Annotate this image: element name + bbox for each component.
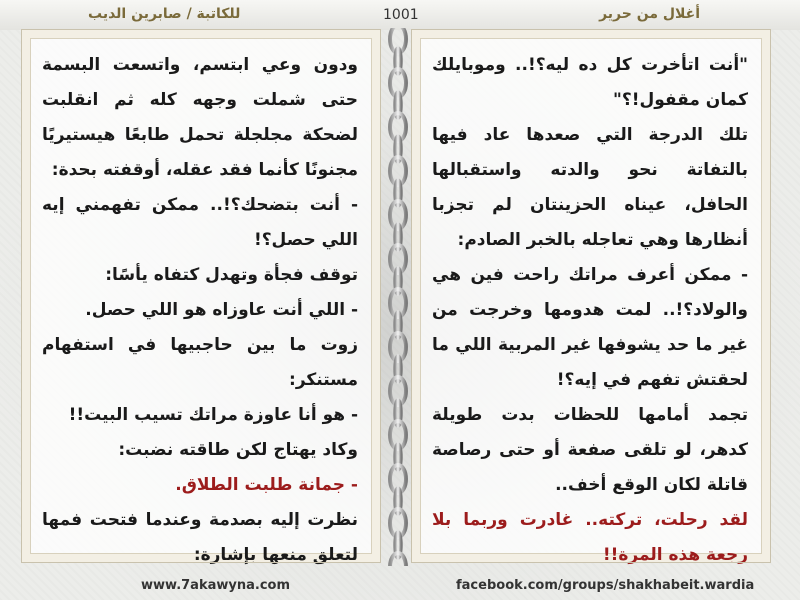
paragraph: "أنت اتأخرت كل ده ليه؟!.. وموبايلك كمان مقفول!؟" <box>432 55 748 110</box>
paragraph: وكاد يهتاج لكن طاقته نضبت: <box>118 440 358 460</box>
author-credit: للكاتبة / صابرين الديب <box>88 6 241 22</box>
paragraph: زوت ما بين حاجبيها في استفهام مستنكر: <box>42 335 358 390</box>
paragraph: نظرت إليه بصدمة وعندما فتحت فمها لتعلق منعها بإشارة: <box>42 510 358 565</box>
paragraph: - هو أنا عاوزة مراتك تسيب البيت!! <box>68 405 358 425</box>
website-link[interactable]: www.7akawyna.com <box>141 578 291 593</box>
chain-divider <box>380 28 416 566</box>
book-title: أغلال من حرير <box>599 6 700 22</box>
paragraph: توقف فجأة وتهدل كتفاه يأسًا: <box>105 265 358 285</box>
right-page <box>412 30 770 565</box>
paragraph: تجمد أمامها للحظات بدت طويلة كدهر، لو تلقى صفعة أو حتى رصاصة قاتلة لكان الوقع أخف.. <box>432 405 748 495</box>
highlighted-paragraph: - جمانة طلبت الطلاق. <box>175 475 358 495</box>
highlighted-paragraph: لقد رحلت، تركته.. غادرت وربما بلا رجعة هذه المرة!! <box>432 510 748 565</box>
paragraph: ودون وعي ابتسم، واتسعت البسمة حتى شملت وجهه كله ثم انقلبت لضحكة مجلجلة تحمل طابعًا هيستيريًا مجنونًا كأنما فقد عقله، أوقفته بحدة: <box>42 55 358 180</box>
paragraph: تلك الدرجة التي صعدها عاد فيها بالتفاتة نحو والدته واستقبالها الحافل، عيناه الحزينتان لم تجزبا أنظارها وهي تعاجله بالخبر الصادم: <box>432 125 748 250</box>
left-page <box>22 30 380 565</box>
paragraph: - ممكن أعرف مراتك راحت فين هي والولاد؟!.. لمت هدومها وخرجت من غير ما حد يشوفها غير المربية اللي ما لحقتش تفهم في إيه؟! <box>432 265 748 390</box>
paragraph: - اللي أنت عاوزاه هو اللي حصل. <box>85 300 358 320</box>
facebook-link[interactable]: facebook.com/groups/shakhabeit.wardia <box>456 578 755 593</box>
page-number: 1001 <box>383 7 419 23</box>
paragraph: - أنت بتضحك؟!.. ممكن تفهمني إيه اللي حصل؟! <box>42 195 358 250</box>
